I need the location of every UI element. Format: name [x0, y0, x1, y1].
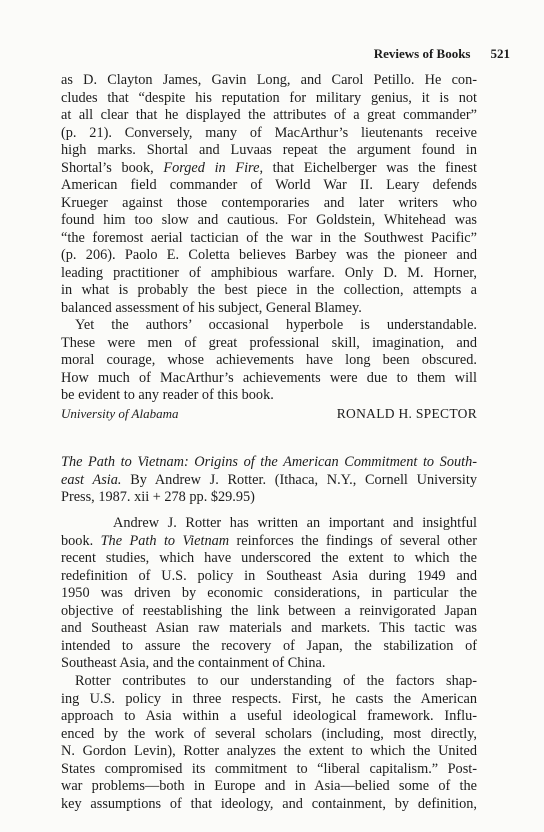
text-line: war problems—both in Europe and in Asia—belied some of the	[61, 778, 477, 794]
text-segment: , that Eichelberger was the finest	[259, 159, 477, 176]
page-number: 521	[490, 46, 510, 61]
text-line: 1950 was driven by economic considerations, in particular the	[61, 585, 477, 601]
publication-details: By Andrew J. Rotter. (Ithaca, N.Y., Cornell University	[121, 471, 477, 488]
text-line: approach to Asia within a useful ideological framework. Influ-	[61, 708, 477, 724]
citation-line	[61, 472, 477, 490]
reviewer-name: RONALD H. SPECTOR	[336, 406, 477, 421]
text-line: key assumptions of that ideology, and containment, by definition,	[61, 795, 477, 812]
text-segment: reinforces the findings of several other	[229, 532, 477, 549]
text-line: N. Gordon Levin), Rotter analyzes the extent to which the United	[61, 743, 477, 759]
book-title-forged-in-fire: Forged in Fire	[163, 159, 260, 176]
text-line: How much of MacArthur’s achievements were due to them will	[61, 369, 477, 386]
journal-section-title: Reviews of Books	[373, 46, 471, 61]
text-line: be evident to any reader of this book.	[61, 387, 274, 403]
text-segment: book.	[61, 532, 101, 549]
text-line: Andrew J. Rotter has written an important and insightful	[113, 515, 477, 531]
reviewer-affiliation: University of Alabama	[61, 406, 179, 421]
text-line: “the foremost aerial tactician of the war in the Southwest Pacific”	[61, 229, 477, 246]
review2-paragraph-2	[61, 673, 477, 813]
book-title-end: east Asia.	[61, 471, 122, 488]
text-line: found him too slow and cautious. For Goldstein, Whitehead was	[61, 212, 477, 228]
book-title: The Path to Vietnam: Origins of the American Commitment to South-	[61, 454, 477, 470]
text-line: ing U.S. policy in three respects. First, he casts the American	[61, 690, 477, 707]
text-line: Yet the authors’ occasional hyperbole is understandable.	[75, 317, 477, 333]
running-head	[374, 46, 510, 62]
reviewer-signature	[61, 406, 477, 424]
text-line: at all clear that he displayed the attributes of a great commander”	[61, 107, 477, 123]
text-line	[61, 533, 477, 551]
text-line: balanced assessment of his subject, General Blamey.	[61, 299, 362, 316]
text-line: in what is probably the best piece in the collection, attempts a	[61, 282, 477, 298]
text-line: Rotter contributes to our understanding of the factors shap-	[75, 673, 477, 689]
text-line: objective of reestablishing the link between a reinvigorated Japan	[61, 602, 477, 619]
text-line: cludes that “despite his reputation for military genius, it is not	[61, 89, 477, 106]
text-line: Southeast Asia, and the containment of China.	[61, 655, 326, 671]
text-line: moral courage, whose achievements have long been obscured.	[61, 352, 477, 368]
text-line: These were men of great professional skill, imagination, and	[61, 334, 477, 351]
text-line: American field commander of World War II. Leary defends	[61, 177, 477, 193]
text-line: (p. 206). Paolo E. Coletta believes Barbey was the pioneer and	[61, 247, 477, 263]
text-line: recent studies, which have underscored the extent to which the	[61, 550, 477, 566]
text-line: leading practitioner of amphibious warfare. Only D. M. Horner,	[61, 264, 477, 281]
text-line	[61, 160, 477, 178]
text-line: and Southeast Asian raw materials and markets. This tactic was	[61, 620, 477, 636]
text-line: high marks. Shortal and Luvaas repeat the argument found in	[61, 142, 477, 158]
text-line: (p. 21). Conversely, many of MacArthur’s lieutenants receive	[61, 124, 477, 141]
text-line: Krueger against those contemporaries and later writers who	[61, 194, 477, 211]
review1-paragraph-1	[61, 72, 477, 317]
review2-paragraph-1	[61, 515, 477, 673]
text-segment: Shortal’s book,	[61, 159, 164, 176]
review2-citation	[61, 454, 477, 507]
review1-paragraph-2	[61, 317, 477, 405]
text-line: as D. Clayton James, Gavin Long, and Carol Petillo. He con-	[61, 72, 477, 88]
citation-line	[61, 454, 477, 472]
text-line: redefinition of U.S. policy in Southeast Asia during 1949 and	[61, 567, 477, 584]
text-line: intended to assure the recovery of Japan, the stabilization of	[61, 637, 477, 654]
citation-line: Press, 1987. xii + 278 pp. $29.95)	[61, 489, 255, 505]
book-title-path-to-vietnam: The Path to Vietnam	[100, 532, 230, 549]
text-line: States compromised its commitment to “liberal capitalism.” Post-	[61, 760, 477, 777]
text-line: enced by the work of several scholars (including, most directly,	[61, 725, 477, 742]
